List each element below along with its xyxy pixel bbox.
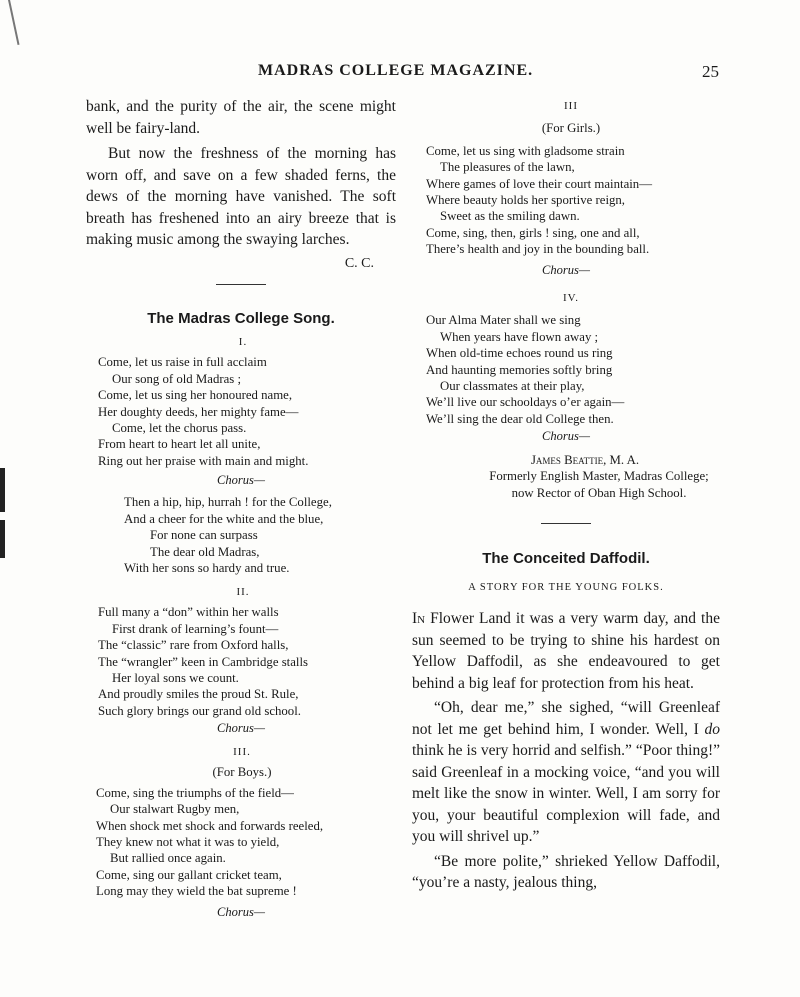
story-body xyxy=(412,608,720,894)
chorus-label: Chorus— xyxy=(217,721,265,735)
opening-signature: C. C. xyxy=(344,255,374,271)
verse-line: Where games of love their court maintain— xyxy=(426,176,652,191)
stanza-number: I. xyxy=(238,336,248,348)
story-subheading xyxy=(412,582,720,593)
verse-line: First drank of learning’s fount— xyxy=(112,621,279,636)
verse-line: Her doughty deeds, her mighty fame— xyxy=(98,404,299,419)
verse-line: Come, let the chorus pass. xyxy=(112,421,247,436)
binding-mark xyxy=(0,468,5,512)
verse-line: They knew not what it was to yield, xyxy=(96,835,280,850)
story-emphasis: do xyxy=(704,720,720,738)
chorus-label: Chorus— xyxy=(542,263,590,277)
verse-line: Our song of old Madras ; xyxy=(112,371,242,386)
page-edge-mark xyxy=(8,0,20,45)
story-paragraph-2 xyxy=(412,697,720,848)
song-heading xyxy=(86,310,396,327)
chorus-line: With her sons so hardy and true. xyxy=(124,561,290,576)
story-title: The Conceited Daffodil. xyxy=(482,550,650,567)
chorus-2 xyxy=(86,720,396,736)
verse-line: Come, sing, then, girls ! sing, one and all, xyxy=(426,225,640,240)
stanza-1 xyxy=(98,334,388,469)
binding-mark xyxy=(0,520,5,558)
verse-line: Come, sing our gallant cricket team, xyxy=(96,867,282,882)
page-number: 25 xyxy=(702,62,719,81)
verse-line: The pleasures of the lawn, xyxy=(440,160,575,175)
verse-line: There’s health and joy in the bounding ball. xyxy=(426,242,650,257)
story-paragraph-1-text: Flower Land it was a very warm day, and the sun seemed to be trying to shine his hardest on Yellow Daffodil, as she endeavoured to get behind a big leaf for protection from his heat. xyxy=(412,610,720,692)
verse-line: Come, sing the triumphs of the field— xyxy=(96,785,294,800)
author-credential: Formerly English Master, Madras College; xyxy=(489,469,709,484)
opening-paragraph-1: bank, and the purity of the air, the scene might well be fairy-land. xyxy=(86,98,396,137)
verse-line: Our stalwart Rugby men, xyxy=(110,802,240,817)
stanza-number: III. xyxy=(233,746,251,758)
story-subtitle: A STORY FOR THE YOUNG FOLKS. xyxy=(468,582,664,593)
chorus-line: For none can surpass xyxy=(150,528,258,543)
stanza-3-girls xyxy=(426,98,716,258)
song-title: The Madras College Song. xyxy=(147,310,335,327)
song-author xyxy=(440,452,730,501)
left-column xyxy=(86,96,396,272)
verse-line: Come, let us raise in full acclaim xyxy=(98,355,267,370)
verse-line: When old-time echoes round us ring xyxy=(426,346,613,361)
verse-line: Ring out her praise with main and might. xyxy=(98,453,309,468)
stanza-subtitle: (For Boys.) xyxy=(212,765,272,780)
verse-line: Our classmates at their play, xyxy=(440,379,585,394)
story-paragraph-2-text: think he is very horrid and selfish.” “Poor thing!” said Greenleaf in a mocking voice, “and you will melt like the snow in winter. Well, I am sorry for you, your beautiful complexion will fade, and you will shrivel up.” xyxy=(412,742,720,845)
verse-line: Such glory brings our grand old school. xyxy=(98,703,301,718)
author-position: now Rector of Oban High School. xyxy=(511,485,687,500)
section-divider xyxy=(216,284,266,285)
chorus-5 xyxy=(412,428,720,444)
story-heading xyxy=(412,550,720,567)
chorus-line: The dear old Madras, xyxy=(150,544,260,559)
chorus-line: Then a hip, hip, hurrah ! for the College, xyxy=(124,495,332,510)
chorus-block xyxy=(86,472,396,576)
verse-line: When shock met shock and forwards reeled, xyxy=(96,818,324,833)
author-name: James Beattie, M. A. xyxy=(530,453,640,467)
verse-line: Sweet as the smiling dawn. xyxy=(440,209,580,224)
verse-line: Where beauty holds her sportive reign, xyxy=(426,193,625,208)
verse-line: The “wrangler” keen in Cambridge stalls xyxy=(98,654,309,669)
verse-line: We’ll sing the dear old College then. xyxy=(426,411,614,426)
stanza-3-boys xyxy=(96,744,388,900)
stanza-number: III xyxy=(564,100,578,112)
verse-line: Long may they wield the bat supreme ! xyxy=(96,884,297,899)
story-paragraph-1 xyxy=(412,608,720,694)
verse-line: Come, let us sing with gladsome strain xyxy=(426,143,625,158)
chorus-label: Chorus— xyxy=(217,473,265,487)
stanza-number: II. xyxy=(236,586,250,598)
chorus-line: And a cheer for the white and the blue, xyxy=(124,511,324,526)
verse-line: We’ll live our schooldays o’er again— xyxy=(426,395,625,410)
chorus-label: Chorus— xyxy=(542,429,590,443)
verse-line: Come, let us sing her honoured name, xyxy=(98,388,293,403)
story-paragraph-3: “Be more polite,” shrieked Yellow Daffodil, “you’re a nasty, jealous thing, xyxy=(412,852,720,891)
stanza-4 xyxy=(426,290,716,427)
stanza-2 xyxy=(98,584,388,719)
chorus-label: Chorus— xyxy=(217,905,265,919)
chorus-3 xyxy=(86,904,396,920)
verse-line: And haunting memories softly bring xyxy=(426,362,613,377)
opening-paragraph-2: But now the freshness of the morning has worn off, and save on a few shaded ferns, the dews of the morning have vanished. The soft breath has freshened into an airy breeze that is making music among the swaying larches. xyxy=(86,145,396,248)
story-dropcap-word: In xyxy=(412,610,426,627)
verse-line: Full many a “don” within her walls xyxy=(98,605,279,620)
verse-line: Our Alma Mater shall we sing xyxy=(426,313,581,328)
verse-line: From heart to heart let all unite, xyxy=(98,437,261,452)
story-paragraph-2-text: “Oh, dear me,” she sighed, “will Greenleaf not let me get behind him, I wonder. Well, I xyxy=(412,699,720,738)
story-rule-wrap xyxy=(412,523,720,524)
chorus-4 xyxy=(412,262,720,278)
verse-line: And proudly smiles the proud St. Rule, xyxy=(98,687,299,702)
verse-line: But rallied once again. xyxy=(110,851,226,866)
song-rule-wrap xyxy=(86,284,396,285)
stanza-subtitle: (For Girls.) xyxy=(541,121,601,136)
running-header: MADRAS COLLEGE MAGAZINE. xyxy=(258,62,534,79)
verse-line: The “classic” rare from Oxford halls, xyxy=(98,638,289,653)
stanza-number: IV. xyxy=(563,292,579,304)
verse-line: Her loyal sons we count. xyxy=(112,671,239,686)
verse-line: When years have flown away ; xyxy=(440,329,599,344)
section-divider xyxy=(541,523,591,524)
